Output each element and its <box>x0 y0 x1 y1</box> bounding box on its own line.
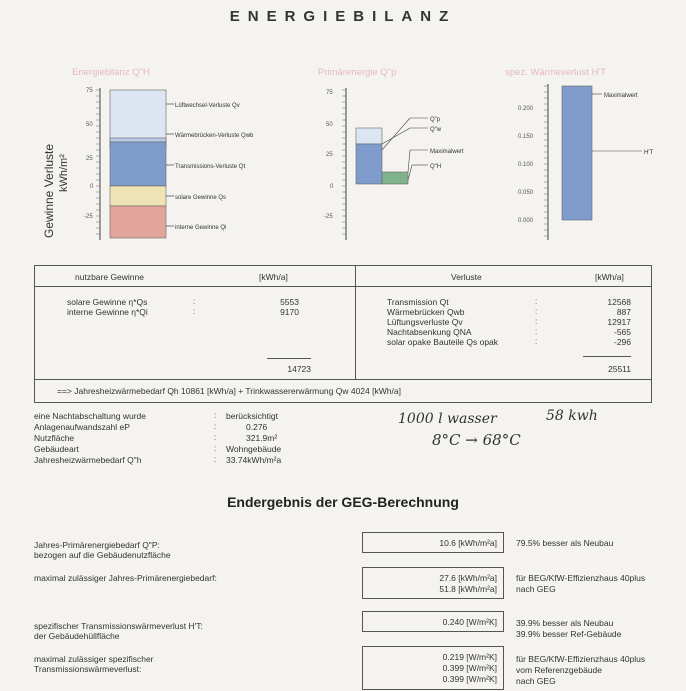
result-value: 0.399 [W/m²K] <box>442 674 497 684</box>
result-value-box <box>362 567 504 599</box>
gains-total: 14723 <box>287 364 311 374</box>
param-value: Wohngebäude <box>226 444 282 454</box>
param-value: berücksichtigt <box>226 411 278 421</box>
result-value: 51.8 [kWh/m²a] <box>439 584 497 594</box>
loss-value: -296 <box>613 337 631 347</box>
loss-label: Lüftungsverluste Qv <box>387 317 463 327</box>
chart1-legend-qi: interne Gewinne Qi <box>175 225 227 231</box>
param-label: Gebäudeart <box>34 444 79 454</box>
result-value-box <box>362 532 504 553</box>
gains-unit: [kWh/a] <box>259 272 288 282</box>
result-note: 39.9% besser Ref-Gebäude <box>516 629 622 639</box>
chart3-label-max: Maximalwert <box>604 93 638 99</box>
result-label: maximal zulässiger Jahres-Primärenergiebedarf: <box>34 573 217 583</box>
chart1-title: Energiebilanz Q"H <box>72 67 150 78</box>
result-note: für BEG/KfW-Effizienzhaus 40plus <box>516 654 646 664</box>
result-note: vom Referenzgebäude <box>516 665 603 675</box>
chart1-ytick: 50 <box>86 122 93 128</box>
result-label: maximal zulässiger spezifischer <box>34 654 154 664</box>
chart2-title: Primärenergie Q"p <box>318 67 397 78</box>
losses-header: Verluste <box>451 272 482 282</box>
chart3-label-ht: H'T <box>644 150 654 156</box>
chart3-svg <box>510 80 680 250</box>
chart1-legend-qv: Lüftwechsel-Verluste Qv <box>175 103 240 109</box>
result-value: 10.6 [kWh/m²a] <box>439 538 497 548</box>
handwritten-note-3: 8°C → 68°C <box>432 431 521 449</box>
chart1-legend-qs: solare Gewinne Qs <box>175 195 227 201</box>
loss-label: Nachtabsenkung QNA <box>387 327 472 337</box>
gains-header: nutzbare Gewinne <box>75 272 144 282</box>
chart2-ytick: 25 <box>326 152 333 158</box>
result-note: 79.5% besser als Neubau <box>516 538 614 548</box>
result-label: spezifischer Transmissionswärmeverlust H'T: <box>34 621 203 631</box>
axis-unit-label: kWh/m² <box>58 154 70 192</box>
page-title: ENERGIEBILANZ <box>229 8 457 25</box>
result-note: 39.9% besser als Neubau <box>516 618 614 628</box>
result-value: 27.6 [kWh/m²a] <box>439 573 497 583</box>
result-value: 0.219 [W/m²K] <box>442 652 497 662</box>
chart1-bar-qi <box>110 206 166 238</box>
chart2-ytick: 75 <box>326 90 333 96</box>
loss-value: 12568 <box>607 297 631 307</box>
result-title: Endergebnis der GEG-Berechnung <box>227 494 459 510</box>
result-note: für BEG/KfW-Effizienzhaus 40plus <box>516 573 646 583</box>
chart2-ytick: 0 <box>330 184 334 190</box>
gain-value: 9170 <box>280 307 299 317</box>
chart3-bar-ht <box>562 86 592 220</box>
gains-losses-table: nutzbare Gewinne [kWh/a] Verluste [kWh/a] solare Gewinne η*Qs : 5553 interne Gewinne η*Qi : 9170 14723 Transmission Qt : 12568 Wärmebrücken Qwb : 887 Lüftungsverluste Qv : 12917 Nachtabsenkung QNA : -565 solar opake Bauteile Qs opak : -296 25511 ==> Jahresheizwärmebedarf Qh 10861 [kWh/a] + Trinkwassererwärmung Qw 4024 [kWh/a] <box>34 265 652 403</box>
chart3-ytick: 0.100 <box>518 162 534 168</box>
param-value: 33.74kWh/m²a <box>226 455 282 465</box>
param-label: eine Nachtabschaltung wurde <box>34 411 146 421</box>
chart3-ytick: 0.200 <box>518 106 534 112</box>
chart1-yticks <box>84 88 94 220</box>
param-label: Anlagenaufwandszahl eP <box>34 422 130 432</box>
result-note: nach GEG <box>516 584 556 594</box>
chart1-ytick: -25 <box>84 214 93 220</box>
chart3-ytick: 0.050 <box>518 190 534 196</box>
result-label: der Gebäudehüllfläche <box>34 631 120 641</box>
chart2-bar-qp <box>356 144 382 184</box>
chart3-ytick: 0.000 <box>518 218 534 224</box>
chart2-label-qw: Q"w <box>430 127 442 133</box>
losses-total: 25511 <box>607 364 631 374</box>
loss-value: 12917 <box>607 317 631 327</box>
loss-label: solar opake Bauteile Qs opak <box>387 337 499 347</box>
chart1-bar-qwb <box>110 138 166 142</box>
chart1-ytick: 0 <box>90 184 94 190</box>
result-label: Transmissionswärmeverlust: <box>34 664 142 674</box>
gain-value: 5553 <box>280 297 299 307</box>
result-note: nach GEG <box>516 676 556 686</box>
chart2-label-qh: Q"H <box>430 164 442 170</box>
gain-label: interne Gewinne η*Qi <box>67 307 148 317</box>
loss-value: 887 <box>616 307 631 317</box>
chart2-label-qp: Q"p <box>430 117 441 123</box>
result-value: 0.240 [W/m²K] <box>442 617 497 627</box>
chart3-ytick: 0.150 <box>518 134 534 140</box>
result-value-box <box>362 646 504 690</box>
chart1-ytick: 75 <box>86 88 93 94</box>
chart2-svg <box>320 80 490 250</box>
param-value: 321.9m² <box>246 433 278 443</box>
chart2-bar-qp-top <box>356 128 382 144</box>
gain-label: solare Gewinne η*Qs <box>67 297 148 307</box>
handwritten-note-1: 1000 l wasser <box>398 411 497 427</box>
chart2-ytick: -25 <box>324 214 333 220</box>
chart2-ytick: 50 <box>326 122 333 128</box>
chart3-title: spez. Wärmeverlust H'T <box>505 67 607 78</box>
chart2-label-max: Maximalwert <box>430 149 464 155</box>
handwritten-note-2: 58 kwh <box>546 408 598 424</box>
chart1-legend-qt: Transmissions-Verluste Qt <box>175 164 246 170</box>
param-value: 0.276 <box>246 422 268 432</box>
summary-line: ==> Jahresheizwärmebedarf Qh 10861 [kWh/a] + Trinkwassererwärmung Qw 4024 [kWh/a] <box>57 386 401 396</box>
chart2-bar-max <box>382 172 408 184</box>
losses-unit: [kWh/a] <box>595 272 624 282</box>
param-label: Jahresheizwärmebedarf Q"h <box>34 455 142 465</box>
loss-label: Wärmebrücken Qwb <box>387 307 465 317</box>
chart1-bar-qs <box>110 186 166 206</box>
axis-side-label: Gewinne Verluste <box>42 143 56 238</box>
chart1-svg <box>70 80 270 250</box>
param-label: Nutzfläche <box>34 433 75 443</box>
result-label: bezogen auf die Gebäudenutzfläche <box>34 550 171 560</box>
chart1-legend-qwb: Wärmebrücken-Verluste Qwb <box>175 133 254 139</box>
loss-label: Transmission Qt <box>387 297 449 307</box>
result-value: 0.399 [W/m²K] <box>442 663 497 673</box>
chart1-ytick: 25 <box>86 156 93 162</box>
result-value-box <box>362 611 504 632</box>
result-label: Jahres-Primärenergiebedarf Q"P: <box>34 540 160 550</box>
loss-value: -565 <box>613 327 631 337</box>
chart1-bar-qt <box>110 142 166 186</box>
